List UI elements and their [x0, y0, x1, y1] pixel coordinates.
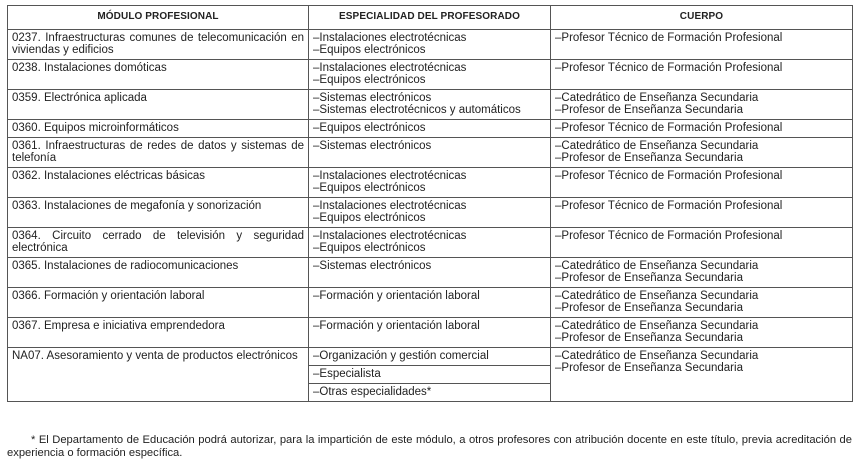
specialty-cell [309, 384, 551, 402]
module-name: 0365. Instalaciones de radiocomunicaciones [12, 260, 239, 272]
body-cell [551, 30, 853, 60]
module-cell [8, 228, 309, 258]
module-cell [8, 318, 309, 348]
module-name: 0364. Circuito cerrado de televisión y seguridad electrónica [12, 230, 304, 254]
module-cell [8, 60, 309, 90]
specialty-item: –Equipos electrónicos [313, 74, 426, 86]
specialty-cell [309, 366, 551, 384]
module-cell [8, 198, 309, 228]
module-name: 0362. Instalaciones eléctricas básicas [12, 170, 206, 182]
module-cell [8, 258, 309, 288]
header-especialidad: ESPECIALIDAD DEL PROFESORADO [309, 6, 551, 30]
table-row [8, 120, 853, 138]
module-name: 0367. Empresa e iniciativa emprendedora [12, 320, 225, 332]
body-item: –Profesor de Enseñanza Secundaria [555, 272, 743, 284]
specialty-item: –Instalaciones electrotécnicas [313, 230, 467, 242]
module-name: 0360. Equipos microinformáticos [12, 122, 179, 134]
specialty-item: –Especialista [313, 368, 381, 380]
body-cell [551, 138, 853, 168]
specialty-item: –Instalaciones electrotécnicas [313, 32, 467, 44]
table-row [8, 228, 853, 258]
body-cell [551, 90, 853, 120]
table-row [8, 318, 853, 348]
module-name: 0237. Infraestructuras comunes de telecomunicación en viviendas y edificios [12, 32, 304, 56]
body-cell [551, 348, 853, 402]
body-cell [551, 60, 853, 90]
body-item: –Profesor de Enseñanza Secundaria [555, 104, 743, 116]
module-name: 0238. Instalaciones domóticas [12, 62, 167, 74]
specialty-cell [309, 198, 551, 228]
specialty-item: –Sistemas electrónicos [313, 260, 432, 272]
specialty-item: –Formación y orientación laboral [313, 320, 480, 332]
specialty-item: –Sistemas electrónicos [313, 140, 432, 152]
module-cell [8, 120, 309, 138]
specialty-cell [309, 120, 551, 138]
table-header-row [8, 6, 853, 30]
specialty-cell [309, 258, 551, 288]
body-cell [551, 318, 853, 348]
body-item: –Profesor de Enseñanza Secundaria [555, 362, 743, 374]
table-body [8, 30, 853, 402]
body-cell [551, 198, 853, 228]
module-cell [8, 168, 309, 198]
specialty-item: –Sistemas electrotécnicos y automáticos [313, 104, 521, 116]
body-cell [551, 168, 853, 198]
module-name: 0359. Electrónica aplicada [12, 92, 147, 104]
body-item: –Catedrático de Enseñanza Secundaria [555, 290, 759, 302]
specialty-item: –Organización y gestión comercial [313, 350, 489, 362]
module-cell [8, 138, 309, 168]
body-item: –Profesor Técnico de Formación Profesional [555, 32, 783, 44]
specialty-cell [309, 90, 551, 120]
body-item: –Profesor de Enseñanza Secundaria [555, 152, 743, 164]
specialty-item: –Equipos electrónicos [313, 122, 426, 134]
specialty-item: –Instalaciones electrotécnicas [313, 62, 467, 74]
header-cuerpo: CUERPO [551, 6, 853, 30]
body-item: –Profesor Técnico de Formación Profesional [555, 200, 783, 212]
specialty-item: –Otras especialidades* [313, 386, 432, 398]
body-item: –Profesor Técnico de Formación Profesional [555, 122, 783, 134]
module-name: NA07. Asesoramiento y venta de productos electrónicos [12, 350, 298, 362]
specialty-cell [309, 288, 551, 318]
specialty-cell [309, 138, 551, 168]
table-row-na07 [8, 348, 853, 366]
specialty-cell [309, 318, 551, 348]
table-row [8, 30, 853, 60]
specialty-item: –Instalaciones electrotécnicas [313, 200, 467, 212]
body-item: –Catedrático de Enseñanza Secundaria [555, 350, 759, 362]
header-modulo: MÓDULO PROFESIONAL [8, 6, 309, 30]
module-cell [8, 90, 309, 120]
module-name: 0366. Formación y orientación laboral [12, 290, 205, 302]
footnote: * El Departamento de Educación podrá autorizar, para la impartición de este módulo, a otros profesores con atribución docente en este título, previa acreditación de experiencia o formación específica. [7, 434, 852, 460]
body-item: –Profesor Técnico de Formación Profesional [555, 230, 783, 242]
specialty-item: –Instalaciones electrotécnicas [313, 170, 467, 182]
specialty-item: –Formación y orientación laboral [313, 290, 480, 302]
module-cell [8, 288, 309, 318]
body-cell [551, 120, 853, 138]
modules-table [7, 5, 853, 402]
specialty-item: –Equipos electrónicos [313, 212, 426, 224]
specialty-item: –Equipos electrónicos [313, 242, 426, 254]
table-row [8, 138, 853, 168]
body-item: –Catedrático de Enseñanza Secundaria [555, 320, 759, 332]
body-item: –Catedrático de Enseñanza Secundaria [555, 140, 759, 152]
specialty-item: –Sistemas electrónicos [313, 92, 432, 104]
specialty-cell [309, 348, 551, 366]
module-name: 0361. Infraestructuras de redes de datos y sistemas de telefonía [12, 140, 304, 164]
module-cell [8, 30, 309, 60]
specialty-cell [309, 60, 551, 90]
body-item: –Profesor de Enseñanza Secundaria [555, 332, 743, 344]
body-cell [551, 228, 853, 258]
table-row [8, 60, 853, 90]
table-row [8, 90, 853, 120]
specialty-cell [309, 228, 551, 258]
specialty-cell [309, 168, 551, 198]
body-cell [551, 258, 853, 288]
module-cell [8, 348, 309, 402]
table-row [8, 258, 853, 288]
body-cell [551, 288, 853, 318]
body-item: –Catedrático de Enseñanza Secundaria [555, 92, 759, 104]
body-item: –Profesor de Enseñanza Secundaria [555, 302, 743, 314]
specialty-item: –Equipos electrónicos [313, 44, 426, 56]
table-row [8, 288, 853, 318]
specialty-cell [309, 30, 551, 60]
body-item: –Catedrático de Enseñanza Secundaria [555, 260, 759, 272]
body-item: –Profesor Técnico de Formación Profesional [555, 62, 783, 74]
body-item: –Profesor Técnico de Formación Profesional [555, 170, 783, 182]
table-row [8, 198, 853, 228]
table-row [8, 168, 853, 198]
specialty-item: –Equipos electrónicos [313, 182, 426, 194]
module-name: 0363. Instalaciones de megafonía y sonorización [12, 200, 262, 212]
